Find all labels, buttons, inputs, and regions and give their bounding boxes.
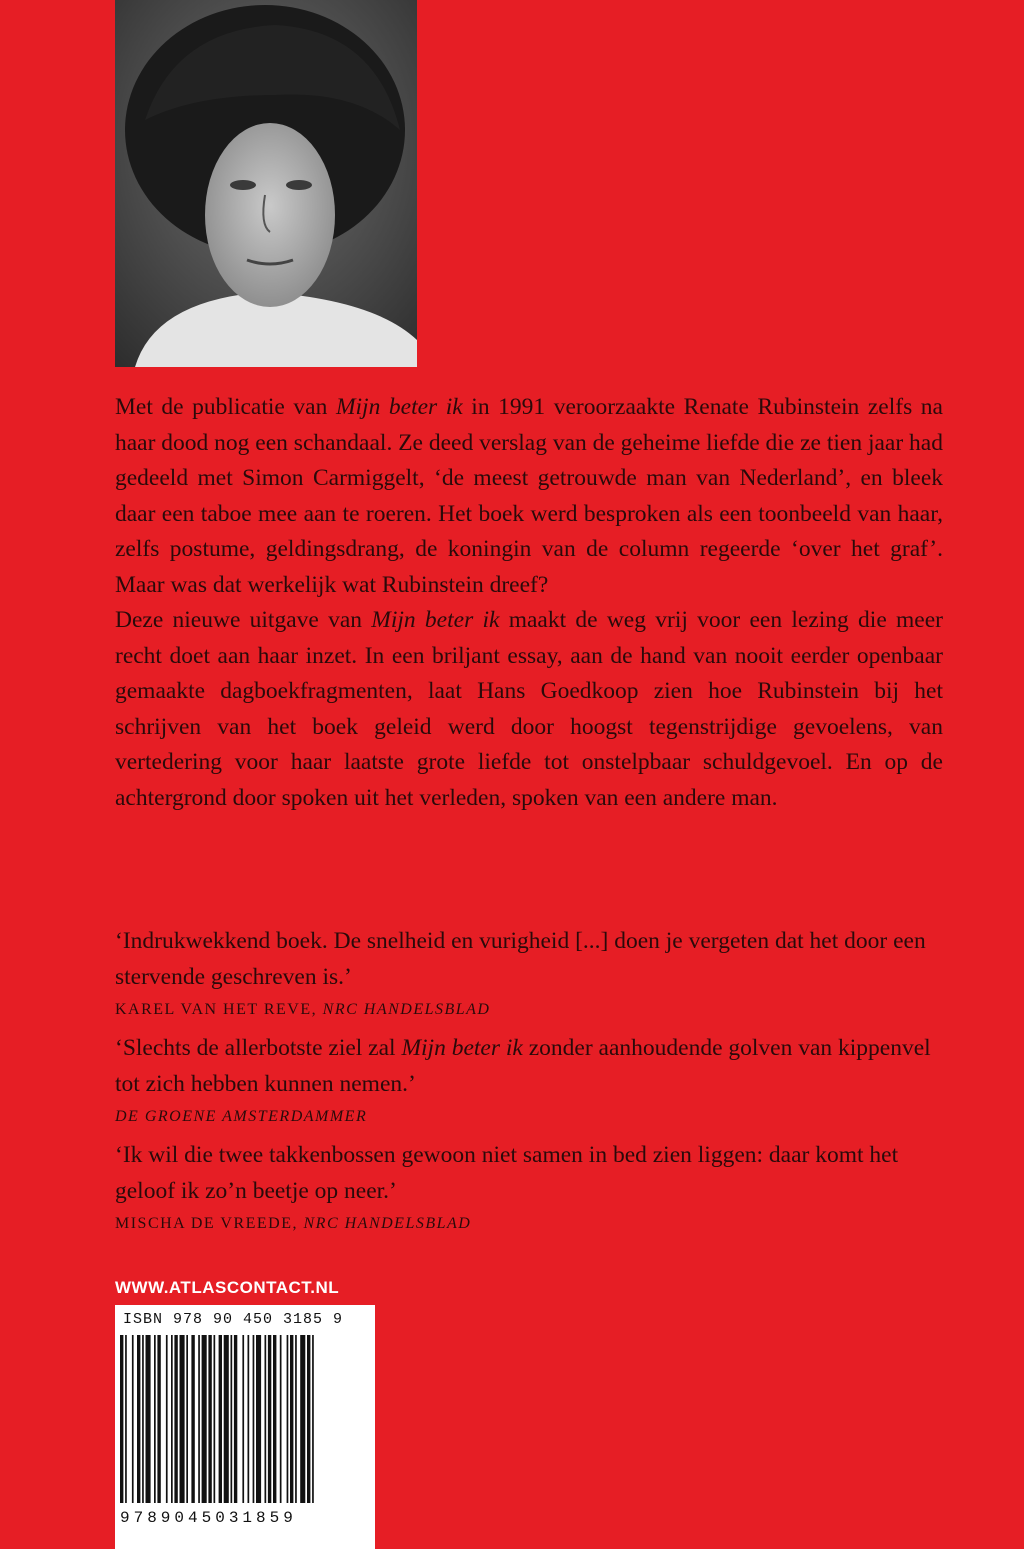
barcode-digits: 9789045031859: [120, 1509, 297, 1527]
barcode-bar: [265, 1335, 267, 1503]
barcode-bar: [166, 1335, 168, 1503]
quote-3-source: MISCHA DE VREEDE, NRC HANDELSBLAD: [115, 1215, 472, 1232]
quote-2-source: DE GROENE AMSTERDAMMER: [115, 1108, 368, 1125]
barcode-bar: [125, 1335, 127, 1503]
barcode-bar: [174, 1335, 177, 1503]
barcode-bar: [154, 1335, 156, 1503]
barcode-bar: [287, 1335, 289, 1503]
barcode-bar: [268, 1335, 271, 1503]
barcode-bar: [157, 1335, 160, 1503]
barcode-bar: [214, 1335, 216, 1503]
barcode-bar: [120, 1335, 123, 1503]
barcode-bar: [202, 1335, 207, 1503]
barcode-bar: [253, 1335, 255, 1503]
barcode-bar: [219, 1335, 222, 1503]
barcode-bar: [224, 1335, 229, 1503]
blurb-paragraph-2: Deze nieuwe uitgave van Mijn beter ik maakt de weg vrij voor een lezing die meer recht doet aan haar inzet. In een briljant essay, aan de hand van nooit eerder openbaar gemaakte dagboekfragmenten, laat Hans Goedkoop zien hoe Rubinstein bij het schrijven van het boek geleid werd door hoogst tegenstrijdige gevoelens, van vertedering voor haar laatste grote liefde tot onstelpbaar schuldgevoel. En op de achtergrond door spoken uit het verleden, spoken van een andere man.: [115, 607, 943, 811]
barcode-bar: [146, 1335, 151, 1503]
quote-1: ‘Indrukwekkend boek. De snelheid en vurigheid [...] doen je vergeten dat het door een stervende geschreven is.’: [115, 928, 926, 990]
barcode-bar: [307, 1335, 310, 1503]
barcode-bar: [186, 1335, 188, 1503]
barcode-bar: [248, 1335, 250, 1503]
barcode-bar: [171, 1335, 173, 1503]
barcode-bar: [231, 1335, 233, 1503]
barcode-bar: [280, 1335, 282, 1503]
barcode-bar: [234, 1335, 237, 1503]
barcode-bars: [120, 1335, 368, 1503]
barcode-bar: [198, 1335, 200, 1503]
barcode-bar: [208, 1335, 211, 1503]
barcode-bar: [273, 1335, 276, 1503]
barcode-bar: [312, 1335, 314, 1503]
blurb-text: [115, 390, 943, 816]
barcode-bar: [300, 1335, 305, 1503]
barcode-bar: [137, 1335, 140, 1503]
barcode-bar: [180, 1335, 185, 1503]
quote-2: ‘Slechts de allerbotste ziel zal Mijn beter ik zonder aanhoudende golven van kippenvel tot zich hebben kunnen nemen.’: [115, 1035, 931, 1097]
publisher-website[interactable]: WWW.ATLASCONTACT.NL: [115, 1278, 340, 1297]
barcode-bar: [242, 1335, 244, 1503]
barcode-bar: [142, 1335, 144, 1503]
barcode-bar: [132, 1335, 134, 1503]
barcode-bar: [191, 1335, 194, 1503]
book-title: Mijn beter ik: [371, 607, 500, 633]
barcode-bar: [290, 1335, 293, 1503]
blurb-paragraph-1: Met de publicatie van Mijn beter ik in 1991 veroorzaakte Renate Rubinstein zelfs na haar dood nog een schandaal. Ze deed verslag van de geheime liefde die ze tien jaar had gedeeld met Simon Carmiggelt, ‘de meest getrouwde man van Nederland’, en bleek daar een taboe mee aan te roeren. Het boek werd besproken als een toonbeeld van haar, zelfs postume, geldingsdrang, de koningin van de column regeerde ‘over het graf’. Maar was dat werkelijk wat Rubinstein dreef?: [115, 394, 943, 598]
quote-1-source: KAREL VAN HET REVE, NRC HANDELSBLAD: [115, 1001, 491, 1018]
barcode-bar: [256, 1335, 261, 1503]
isbn-label: ISBN 978 90 450 3185 9: [123, 1311, 344, 1328]
review-quotes: [115, 924, 943, 1245]
barcode: [115, 1305, 375, 1549]
book-title: Mijn beter ik: [335, 394, 463, 420]
author-photo: [115, 0, 417, 367]
quote-3: ‘Ik wil die twee takkenbossen gewoon niet samen in bed zien liggen: daar komt het geloof ik zo’n beetje op neer.’: [115, 1142, 899, 1204]
barcode-bar: [295, 1335, 297, 1503]
